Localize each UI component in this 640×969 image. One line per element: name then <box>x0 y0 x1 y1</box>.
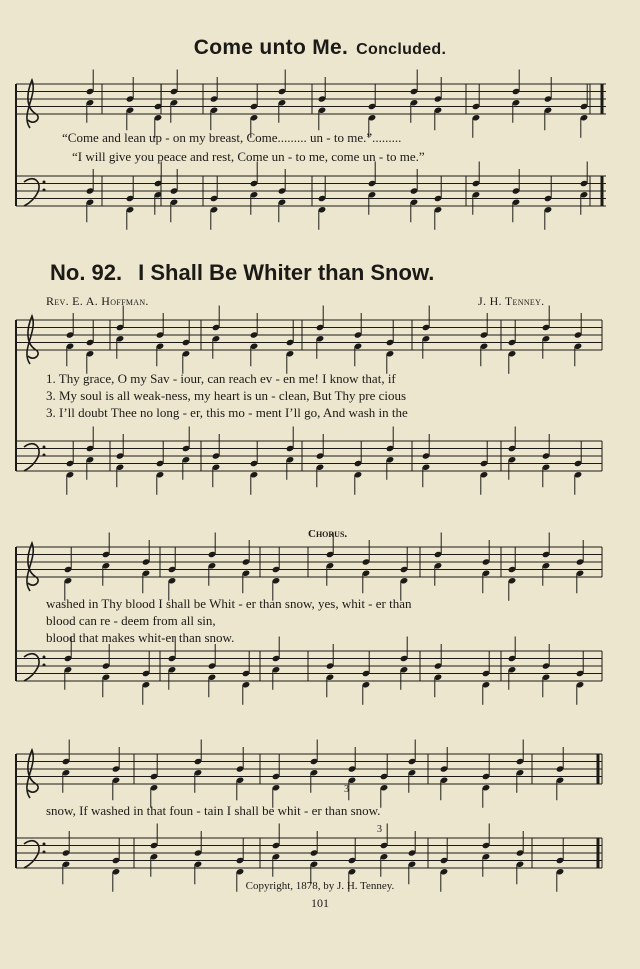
bass-clef-icon <box>24 654 39 681</box>
triplet-mark: 3 <box>344 784 349 795</box>
bass-clef-dot <box>43 189 46 192</box>
continued-subtitle: Concluded. <box>356 41 447 58</box>
bass-clef-icon <box>24 179 39 206</box>
hymn-number: No. 92. <box>50 260 123 285</box>
page-number: 101 <box>311 896 329 910</box>
system2-lyric-1: washed in Thy blood I shall be Whit - er than snow, yes, whit - er than <box>46 596 412 611</box>
bass-clef-dot <box>43 446 46 449</box>
verse-2-line: 3. My soul is all weak-ness, my heart is un - clean, But Thy pre cious <box>46 388 407 403</box>
continued-lyric-line-2: “I will give you peace and rest, Come un - to me, come un - to me.” <box>72 149 425 164</box>
lyricist-credit: Rev. E. A. Hoffman. <box>46 294 149 308</box>
composer-credit: J. H. Tenney. <box>478 294 545 308</box>
verse-1-line: 1. Thy grace, O my Sav - iour, can reach ev - en me! I know that, if <box>46 371 396 386</box>
chorus-label: Chorus. <box>308 528 348 540</box>
system2-lyric-3: blood that makes whit-er than snow. <box>46 630 235 645</box>
continued-title: Come unto Me. <box>193 36 349 59</box>
hymn-title: I Shall Be Whiter than Snow. <box>138 260 435 285</box>
bass-clef-dot <box>43 454 46 457</box>
bass-clef-icon <box>24 841 39 868</box>
copyright-notice: Copyright, 1878, by J. H. Tenney. <box>245 880 395 892</box>
hymn-heading <box>50 260 434 286</box>
system3-lyric: snow, If washed in that foun - tain I shall be whit - er than snow. <box>46 803 381 818</box>
treble-clef-icon <box>27 750 38 798</box>
treble-clef-icon <box>27 316 38 364</box>
treble-clef-icon <box>27 80 38 128</box>
bass-clef-dot <box>43 851 46 854</box>
bass-clef-icon <box>24 444 39 471</box>
system2-lyric-2: blood can re - deem from all sin, <box>46 613 216 628</box>
bass-clef-dot <box>43 664 46 667</box>
bass-clef-dot <box>43 181 46 184</box>
bass-clef-dot <box>43 656 46 659</box>
triplet-mark-bass: 3 <box>377 824 382 835</box>
treble-clef-icon <box>27 543 38 591</box>
continued-hymn-title <box>0 36 640 60</box>
continued-lyric-line-1: “Come and lean up - on my breast, Come......... un - to me.”......... <box>62 130 402 145</box>
bass-clef-dot <box>43 843 46 846</box>
verse-3-line: 3. I’ll doubt Thee no long - er, this mo - ment I’ll go, And wash in the <box>46 405 408 420</box>
